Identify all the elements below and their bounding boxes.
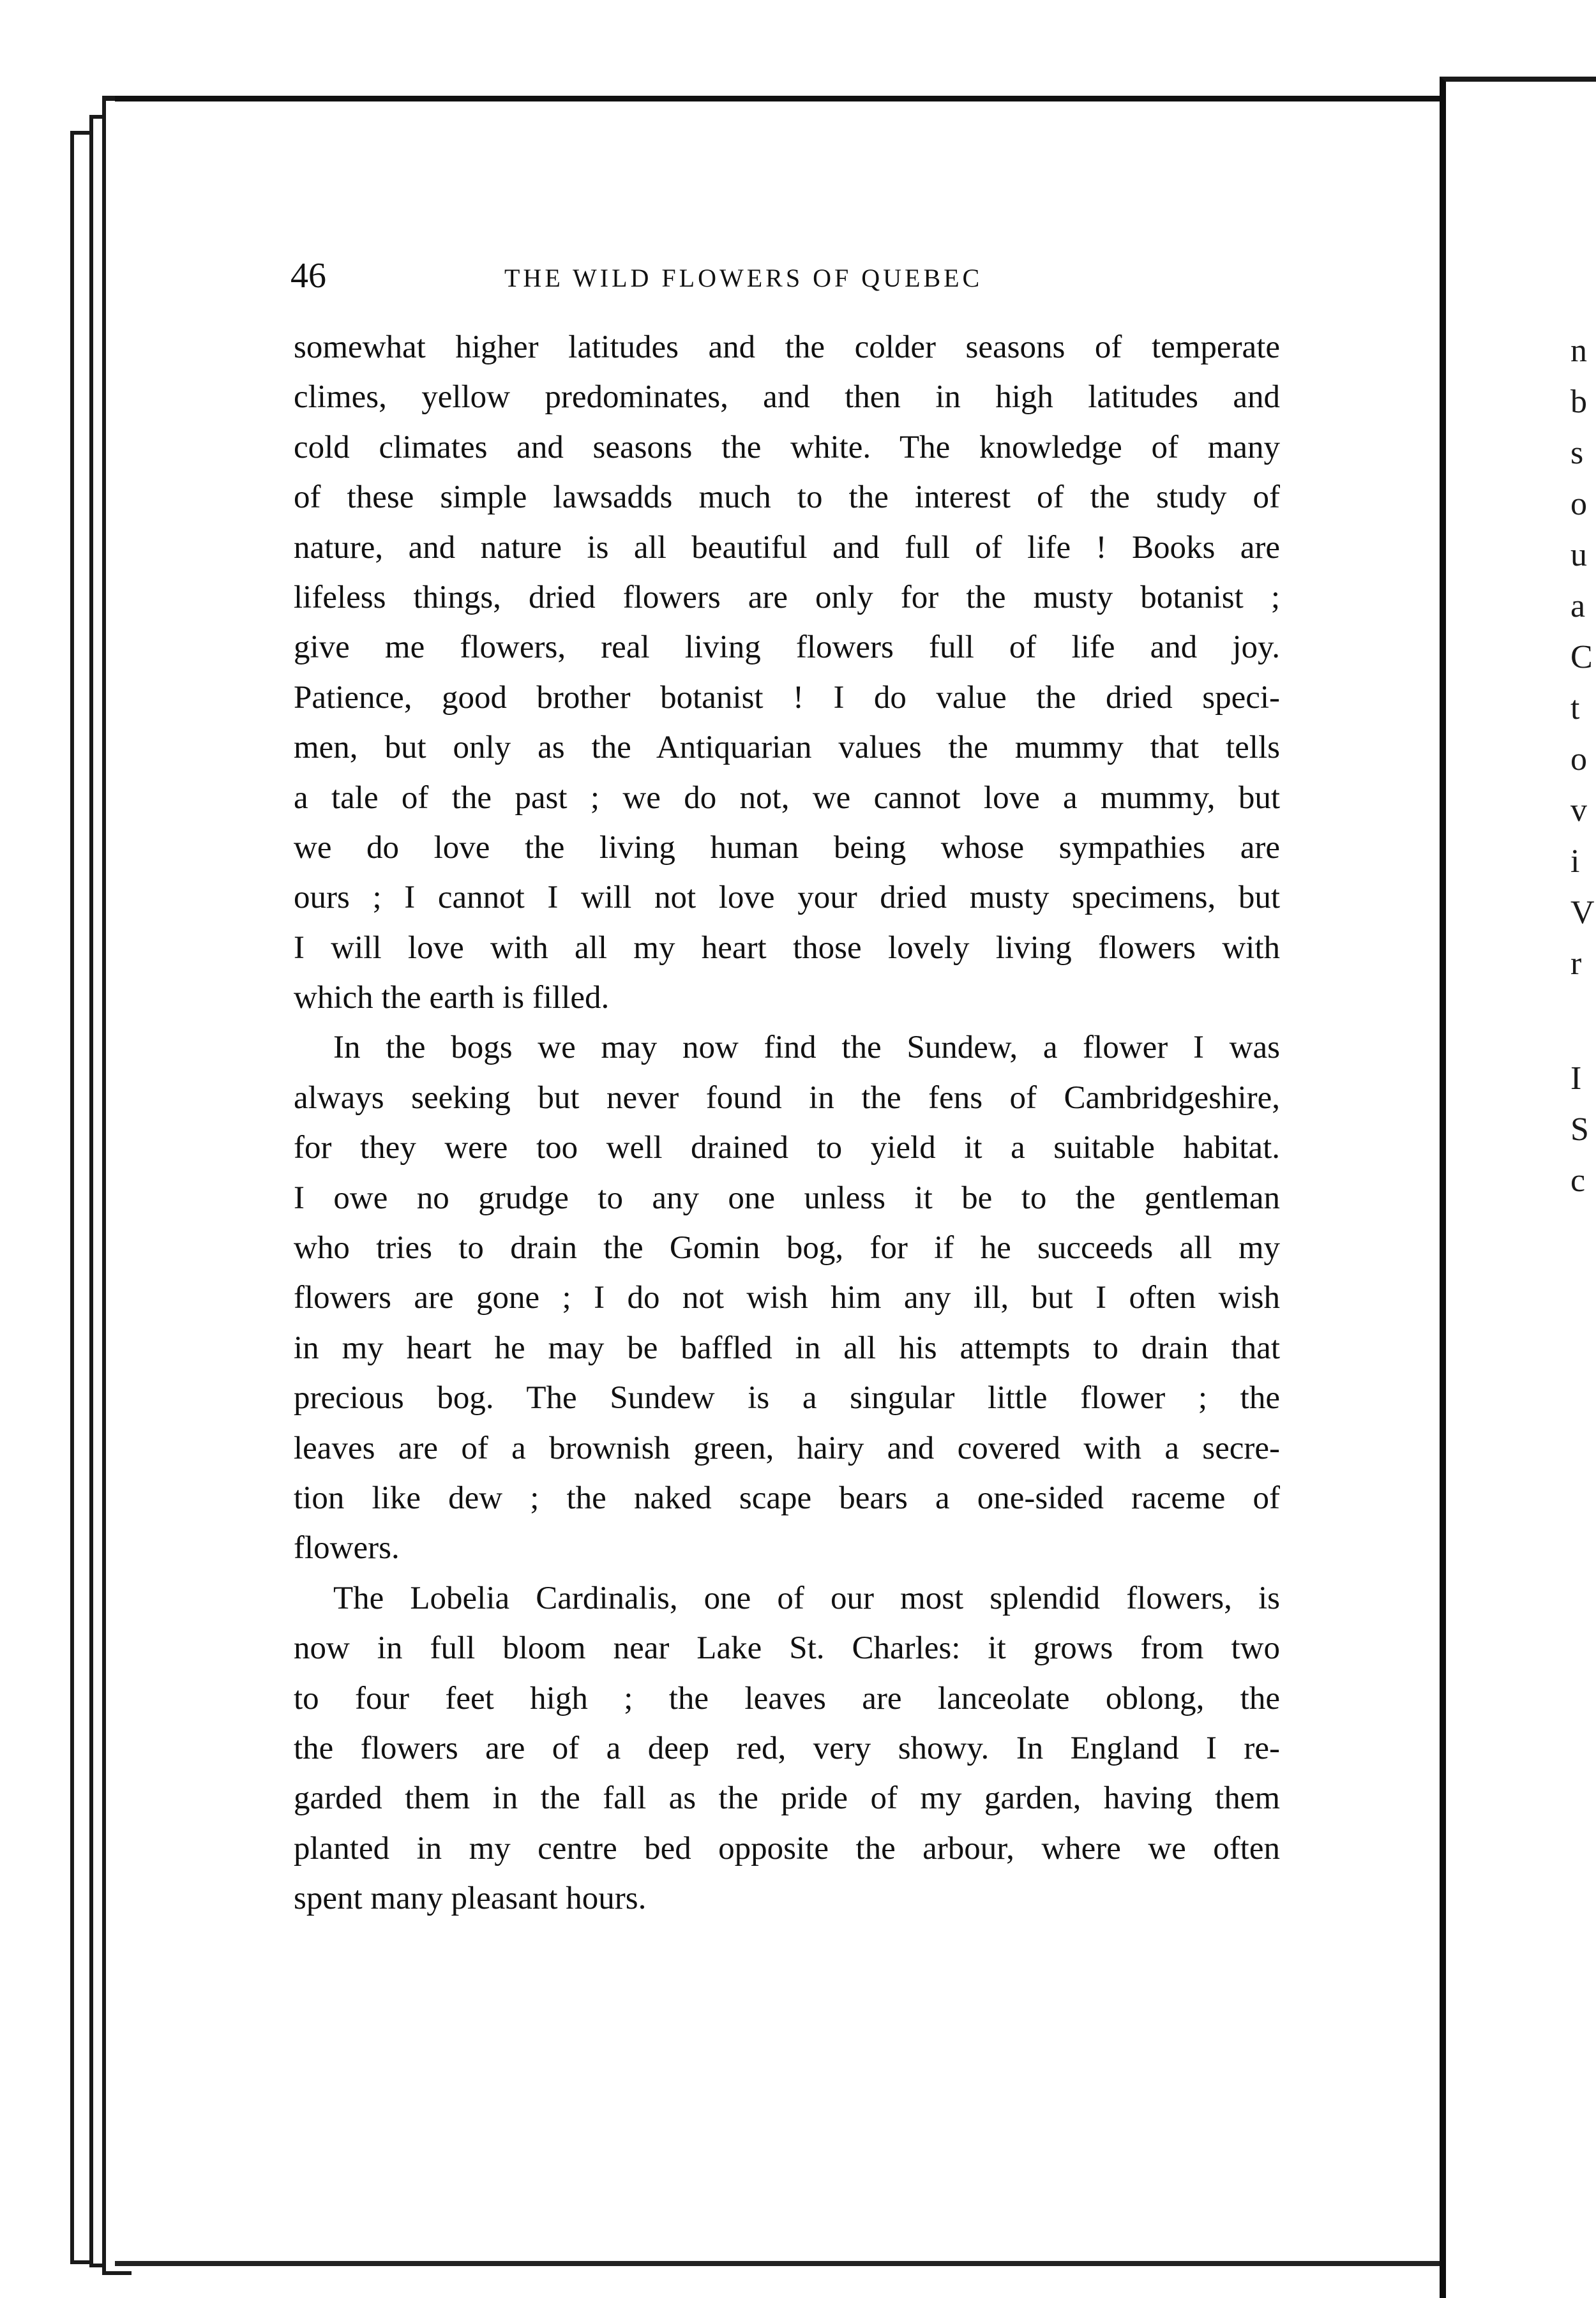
text-line: spent many pleasant hours. bbox=[294, 1881, 647, 1917]
facing-page-letter: I bbox=[1570, 1060, 1582, 1097]
text-line: somewhat higher latitudes and the colder seasons of temperate bbox=[294, 329, 1280, 365]
facing-page-letter: s bbox=[1570, 435, 1584, 471]
facing-page-letter: S bbox=[1570, 1111, 1589, 1148]
running-head bbox=[290, 255, 1280, 306]
text-line: a tale of the past ; we do not, we cannot love a mummy, but bbox=[294, 779, 1280, 816]
text-line: now in full bloom near Lake St. Charles: it grows from two bbox=[294, 1630, 1280, 1667]
facing-page-letter: r bbox=[1570, 945, 1582, 982]
facing-page-letter: c bbox=[1570, 1162, 1586, 1199]
text-line: of these simple lawsadds much to the interest of the study of bbox=[294, 479, 1280, 516]
text-line: we do love the living human being whose sympathies are bbox=[294, 829, 1280, 866]
text-line: The Lobelia Cardinalis, one of our most splendid flowers, is bbox=[333, 1580, 1280, 1616]
paragraph bbox=[294, 322, 1280, 1023]
text-line: I owe no grudge to any one unless it be to the gentleman bbox=[294, 1180, 1280, 1216]
facing-page-letter: V bbox=[1570, 894, 1595, 931]
text-line: in my heart he may be baffled in all his attempts to drain that bbox=[294, 1330, 1280, 1366]
facing-page-letter: b bbox=[1570, 384, 1587, 420]
paragraph bbox=[294, 1023, 1280, 1573]
text-line: the flowers are of a deep red, very showy. In England I re- bbox=[294, 1730, 1280, 1766]
text-line: flowers. bbox=[294, 1530, 400, 1566]
text-line: always seeking but never found in the fens of Cambridgeshire, bbox=[294, 1079, 1280, 1116]
text-line: men, but only as the Antiquarian values the mummy that tells bbox=[294, 730, 1280, 766]
text-line: who tries to drain the Gomin bog, for if he succeeds all my bbox=[294, 1230, 1280, 1266]
facing-page-letter: t bbox=[1570, 690, 1580, 726]
text-line: ours ; I cannot I will not love your dried musty specimens, but bbox=[294, 880, 1280, 916]
text-line: garded them in the fall as the pride of my garden, having them bbox=[294, 1780, 1280, 1817]
text-line: flowers are gone ; I do not wish him any ill, but I often wish bbox=[294, 1280, 1280, 1316]
text-line: lifeless things, dried flowers are only for the musty botanist ; bbox=[294, 579, 1280, 615]
text-line: climes, yellow predominates, and then in high latitudes and bbox=[294, 379, 1280, 416]
page-number: 46 bbox=[290, 256, 326, 296]
facing-page-letter: o bbox=[1570, 486, 1587, 522]
text-line: cold climates and seasons the white. The knowledge of many bbox=[294, 429, 1280, 465]
text-line: to four feet high ; the leaves are lanceolate oblong, the bbox=[294, 1680, 1280, 1716]
text-line: which the earth is filled. bbox=[294, 980, 610, 1016]
text-line: In the bogs we may now find the Sundew, a flower I was bbox=[333, 1030, 1280, 1066]
facing-page-letter: v bbox=[1570, 792, 1587, 829]
book-title: THE WILD FLOWERS OF QUEBEC bbox=[504, 264, 983, 292]
facing-page-letter: C bbox=[1570, 639, 1593, 675]
facing-page-letter: o bbox=[1570, 741, 1587, 777]
text-line: Patience, good brother botanist ! I do value the dried speci- bbox=[294, 679, 1280, 716]
facing-page-letter: u bbox=[1570, 537, 1587, 573]
facing-page-letter: i bbox=[1570, 843, 1580, 880]
paragraph bbox=[294, 1573, 1280, 1924]
facing-page-letter: a bbox=[1570, 588, 1586, 624]
text-line: for they were too well drained to yield it a suitable habitat. bbox=[294, 1130, 1280, 1166]
text-line: nature, and nature is all beautiful and full of life ! Books are bbox=[294, 529, 1280, 566]
text-line: I will love with all my heart those lovely living flowers with bbox=[294, 929, 1280, 966]
text-line: precious bog. The Sundew is a singular little flower ; the bbox=[294, 1380, 1280, 1416]
body-text bbox=[294, 322, 1280, 1924]
text-line: give me flowers, real living flowers full of life and joy. bbox=[294, 629, 1280, 666]
text-line: planted in my centre bed opposite the arbour, where we often bbox=[294, 1830, 1280, 1866]
facing-page-letter: n bbox=[1570, 333, 1587, 369]
text-line: tion like dew ; the naked scape bears a one-sided raceme of bbox=[294, 1480, 1280, 1516]
text-line: leaves are of a brownish green, hairy and covered with a secre- bbox=[294, 1430, 1280, 1466]
